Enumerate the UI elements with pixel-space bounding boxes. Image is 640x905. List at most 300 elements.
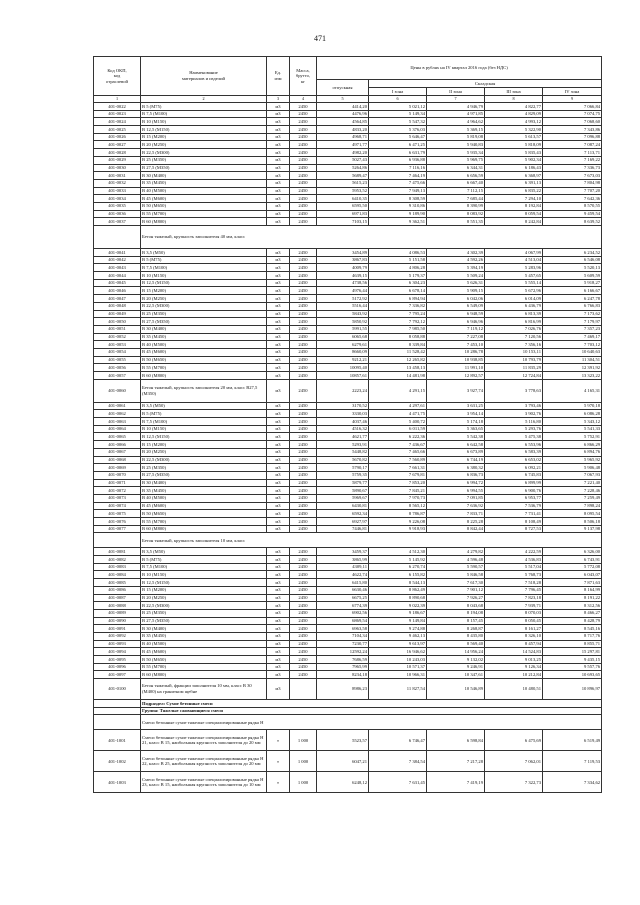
cell-z1: 8 339,84 xyxy=(369,341,427,349)
cell-name: В 40 (М500) xyxy=(141,494,267,502)
cell-mass: 2450 xyxy=(290,456,317,464)
cell-z2: 5 940,83 xyxy=(427,141,485,149)
table-row xyxy=(94,325,602,333)
cell-z1: 7 949,13 xyxy=(369,187,427,195)
cell-unit: м3 xyxy=(267,448,290,456)
cell-mass: 2450 xyxy=(290,356,317,364)
cell-name: В 7,5 (М100) xyxy=(141,418,267,426)
cell-z2: 5 542,38 xyxy=(427,433,485,441)
cell-z4: 10 896,97 xyxy=(543,679,602,700)
cell-z1: 16 946,62 xyxy=(369,648,427,656)
cell-code: 401-0052 xyxy=(94,333,141,341)
header-mass-line: брутто, xyxy=(295,73,311,79)
cell-p: 4622,74 xyxy=(317,571,369,579)
cell-p: 6279,61 xyxy=(317,341,369,349)
cell-name: В 35 (М450) xyxy=(141,179,267,187)
cell-code: 401-0088 xyxy=(94,602,141,610)
cell-name: В 22,5 (М300) xyxy=(141,602,267,610)
cell-z4: 12 391,92 xyxy=(543,364,602,372)
header-unit xyxy=(267,57,290,96)
cell-code: 401-0074 xyxy=(94,502,141,510)
table-row xyxy=(94,556,602,564)
cell-unit: м3 xyxy=(267,663,290,671)
cell-p: 5953,52 xyxy=(317,187,369,195)
cell-name: В 27,5 (М350) xyxy=(141,471,267,479)
cell-name: В 30 (М400) xyxy=(141,172,267,180)
cell-z3: 4 829,09 xyxy=(485,110,543,118)
cell-p: 5759,35 xyxy=(317,471,369,479)
cell-z3: 7 026,76 xyxy=(485,325,543,333)
cell-z2: 8 390,99 xyxy=(427,202,485,210)
cell-code: 401-0045 xyxy=(94,279,141,287)
cell-z1: 6 011,59 xyxy=(369,425,427,433)
cell-unit: м3 xyxy=(267,202,290,210)
cell-z2: 9 246,91 xyxy=(427,663,485,671)
cell-z4: 7 221,40 xyxy=(543,479,602,487)
cell-z4: 6 326,00 xyxy=(543,548,602,556)
cell-code: 401-0030 xyxy=(94,164,141,172)
cell-name: В 40 (М500) xyxy=(141,341,267,349)
cell-code: 401-0082 xyxy=(94,556,141,564)
cell-mass: 2450 xyxy=(290,302,317,310)
cell-z3: 3 778,63 xyxy=(485,379,543,402)
cell-code: 401-0062 xyxy=(94,410,141,418)
cell-code: 401-0036 xyxy=(94,210,141,218)
column-number: 9 xyxy=(543,96,602,103)
cell-p: 5969,67 xyxy=(317,494,369,502)
cell-code: 401-0093 xyxy=(94,640,141,648)
cell-name: В 35 (М450) xyxy=(141,632,267,640)
cell-z1: 7 116,16 xyxy=(369,164,427,172)
cell-z3: 4 222,59 xyxy=(485,548,543,556)
cell-code: 401-0031 xyxy=(94,172,141,180)
cell-p: 6415,80 xyxy=(317,579,369,587)
cell-unit: м3 xyxy=(267,156,290,164)
cell-p: 6971,83 xyxy=(317,210,369,218)
cell-unit: м3 xyxy=(267,279,290,287)
cell-z1: 8 308,59 xyxy=(369,195,427,203)
cell-mass: 2450 xyxy=(290,518,317,526)
cell-code: 401-0063 xyxy=(94,418,141,426)
table-row xyxy=(94,648,602,656)
cell-z2: 6 549,09 xyxy=(427,302,485,310)
header-zone: IV зона xyxy=(543,88,602,96)
table-row xyxy=(94,609,602,617)
table-body xyxy=(94,57,602,793)
cell-z1: 4 291,15 xyxy=(369,379,427,402)
cell-z3: 5 283,96 xyxy=(485,264,543,272)
cell-code: 401-0100 xyxy=(94,679,141,700)
cell-p: 4516,32 xyxy=(317,425,369,433)
cell-name: В 10 (М150) xyxy=(141,425,267,433)
cell-z3: 8 242,84 xyxy=(485,218,543,226)
cell-unit: м3 xyxy=(267,264,290,272)
section-title: Подраздел: Сухие бетонные смеси xyxy=(141,700,602,708)
cell-p: 7230,77 xyxy=(317,640,369,648)
cell-code: 401-0095 xyxy=(94,656,141,664)
cell-unit: м3 xyxy=(267,418,290,426)
cell-z1: 5 179,37 xyxy=(369,272,427,280)
cell-p: 12592,24 xyxy=(317,648,369,656)
cell-z2: 8 043,68 xyxy=(427,602,485,610)
cell-mass: 2450 xyxy=(290,195,317,203)
cell-z1: 7 465,66 xyxy=(369,448,427,456)
cell-mass: 2450 xyxy=(290,295,317,303)
cell-p: 8986,23 xyxy=(317,679,369,700)
cell-name: Смеси бетонные сухие тяжелые специализированные рядка Н 21, класс В 15, наибольшая крупность заполнителя до 20 мм xyxy=(141,730,267,751)
cell-unit: м3 xyxy=(267,625,290,633)
cell-z3: 7 062,01 xyxy=(485,751,543,772)
cell-unit: м3 xyxy=(267,609,290,617)
cell-z4: 7 074,75 xyxy=(543,110,602,118)
cell-p: 4833,20 xyxy=(317,126,369,134)
cell-p: 5890,67 xyxy=(317,487,369,495)
cell-code: 401-0041 xyxy=(94,249,141,257)
cell-code: 401-0067 xyxy=(94,448,141,456)
header-zone: II зона xyxy=(427,88,485,96)
cell-z1: 7 970,73 xyxy=(369,494,427,502)
cell-name: В 22,5 (М300) xyxy=(141,302,267,310)
cell-z2: 8 268,87 xyxy=(427,625,485,633)
cell-z3: 8 059,54 xyxy=(485,210,543,218)
cell-name: В 3,5 (М50) xyxy=(141,249,267,257)
cell-unit: т xyxy=(267,730,290,751)
cell-unit: м3 xyxy=(267,103,290,111)
cell-z1: 6 678,14 xyxy=(369,287,427,295)
cell-unit: м3 xyxy=(267,456,290,464)
cell-z2: 3 927,74 xyxy=(427,379,485,402)
cell-name: В 55 (М700) xyxy=(141,364,267,372)
cell-mass: 2450 xyxy=(290,133,317,141)
cell-z4: 5 541,33 xyxy=(543,425,602,433)
cell-unit: м3 xyxy=(267,602,290,610)
cell-z3: 6 953,77 xyxy=(485,494,543,502)
cell-unit: м3 xyxy=(267,433,290,441)
cell-unit: м3 xyxy=(267,341,290,349)
cell-name: В 45 (М600) xyxy=(141,195,267,203)
cell-code: 401-0076 xyxy=(94,518,141,526)
cell-code: 401-0085 xyxy=(94,579,141,587)
cell-code: 401-0077 xyxy=(94,525,141,533)
table-row xyxy=(94,441,602,449)
cell-z1: 6 304,23 xyxy=(369,279,427,287)
cell-z3: 9 126,34 xyxy=(485,663,543,671)
cell-z4: 7 357,23 xyxy=(543,325,602,333)
cell-z3: 6 186,43 xyxy=(485,164,543,172)
cell-z3: 6 368,97 xyxy=(485,172,543,180)
cell-mass: 2450 xyxy=(290,364,317,372)
cell-name: В 27,5 (М350) xyxy=(141,164,267,172)
cell-p: 10857,61 xyxy=(317,372,369,380)
header-unit-line: изм xyxy=(274,76,282,81)
cell-name: В 25 (М350) xyxy=(141,609,267,617)
cell-mass: 2450 xyxy=(290,625,317,633)
cell-p: 6675,25 xyxy=(317,594,369,602)
cell-mass: 2450 xyxy=(290,609,317,617)
cell-z3: 10 153,11 xyxy=(485,348,543,356)
table-row xyxy=(94,310,602,318)
cell-p: 9212,21 xyxy=(317,356,369,364)
table-row xyxy=(94,518,602,526)
cell-code: 401-0053 xyxy=(94,341,141,349)
cell-code: 401-0046 xyxy=(94,287,141,295)
cell-mass: 2450 xyxy=(290,448,317,456)
cell-code: 401-0037 xyxy=(94,218,141,226)
cell-unit: м3 xyxy=(267,594,290,602)
cell-z1: 5 376,03 xyxy=(369,126,427,134)
cell-z2: 7 617,30 xyxy=(427,579,485,587)
cell-code: 401-0060 xyxy=(94,379,141,402)
table-row xyxy=(94,425,602,433)
cell-name: В 7,5 (М100) xyxy=(141,264,267,272)
cell-p: 4009,79 xyxy=(317,264,369,272)
cell-mass: 2450 xyxy=(290,617,317,625)
cell-z2: 5 590,57 xyxy=(427,563,485,571)
cell-p: 6902,56 xyxy=(317,609,369,617)
cell-z2: 5 394,19 xyxy=(427,264,485,272)
cell-z2: 6 994,72 xyxy=(427,479,485,487)
cell-code: 401-0084 xyxy=(94,571,141,579)
cell-name: В 5 (М75) xyxy=(141,556,267,564)
cell-z1: 4 471,75 xyxy=(369,410,427,418)
cell-name: В 30 (М400) xyxy=(141,325,267,333)
cell-mass: 1 000 xyxy=(290,772,317,793)
cell-z4: 7 173,62 xyxy=(543,310,602,318)
cell-name: В 5 (М75) xyxy=(141,410,267,418)
cell-mass: 1 000 xyxy=(290,751,317,772)
cell-z1: 8 544,13 xyxy=(369,579,427,587)
cell-name: В 55 (М700) xyxy=(141,518,267,526)
cell-z3: 6 816,99 xyxy=(485,318,543,326)
cell-z2: 12 892,57 xyxy=(427,372,485,380)
table-row xyxy=(94,195,602,203)
cell-mass: 2450 xyxy=(290,487,317,495)
cell-z2: 5 626,31 xyxy=(427,279,485,287)
cell-z1: 6 631,79 xyxy=(369,149,427,157)
table-row xyxy=(94,751,602,772)
cell-z2: 6 667,40 xyxy=(427,179,485,187)
cell-code: 401-0072 xyxy=(94,487,141,495)
cell-mass: 2450 xyxy=(290,310,317,318)
table-row xyxy=(94,341,602,349)
empty-cell xyxy=(94,715,141,730)
cell-p: 4309,11 xyxy=(317,563,369,571)
cell-z2: 6 344,31 xyxy=(427,164,485,172)
cell-z1: 7 792,12 xyxy=(369,318,427,326)
cell-unit: м3 xyxy=(267,133,290,141)
cell-z2: 4 592,26 xyxy=(427,256,485,264)
cell-code: 401-0029 xyxy=(94,156,141,164)
cell-unit: м3 xyxy=(267,525,290,533)
table-row xyxy=(94,218,602,226)
table-row xyxy=(94,295,602,303)
cell-z4: 6 247,78 xyxy=(543,295,602,303)
cell-p: 5172,92 xyxy=(317,295,369,303)
cell-z4: 7 703,12 xyxy=(543,341,602,349)
cell-z1: 6 222,36 xyxy=(369,433,427,441)
cell-z4: 7 066,84 xyxy=(543,103,602,111)
cell-z2: 3 631,25 xyxy=(427,402,485,410)
cell-z3: 5 293,76 xyxy=(485,425,543,433)
table-row xyxy=(94,172,602,180)
cell-z4: 6 743,91 xyxy=(543,556,602,564)
table-row xyxy=(94,202,602,210)
cell-z1: 10 966,31 xyxy=(369,671,427,679)
cell-z3: 4 513,04 xyxy=(485,256,543,264)
cell-name: Бетон тяжелый, фракции заполнителя 10 мм, класс В 30 (М400) на гранитном щебне xyxy=(141,679,267,700)
cell-mass: 2450 xyxy=(290,149,317,157)
cell-p: 5790,17 xyxy=(317,464,369,472)
cell-unit: м3 xyxy=(267,586,290,594)
cell-name: В 7,5 (М100) xyxy=(141,110,267,118)
cell-code: 401-1002 xyxy=(94,751,141,772)
cell-z3: 7 322,73 xyxy=(485,772,543,793)
cell-unit: м3 xyxy=(267,487,290,495)
cell-z2: 5 846,58 xyxy=(427,571,485,579)
cell-z3: 6 900,76 xyxy=(485,487,543,495)
cell-z4: 8 164,99 xyxy=(543,586,602,594)
cell-z4: 7 096,88 xyxy=(543,133,602,141)
cell-z4: 7 169,22 xyxy=(543,156,602,164)
cell-z1: 8 565,12 xyxy=(369,502,427,510)
cell-p: 6410,35 xyxy=(317,195,369,203)
cell-code: 401-1003 xyxy=(94,772,141,793)
cell-z1: 7 853,20 xyxy=(369,479,427,487)
cell-z3: 6 092,21 xyxy=(485,464,543,472)
cell-z1: 9 226,08 xyxy=(369,518,427,526)
table-row xyxy=(94,663,602,671)
cell-z2: 5 935,34 xyxy=(427,149,485,157)
cell-p: 7965,99 xyxy=(317,663,369,671)
cell-code: 401-0083 xyxy=(94,563,141,571)
cell-name: В 50 (М650) xyxy=(141,510,267,518)
cell-unit: м3 xyxy=(267,295,290,303)
cell-z3: 5 322,90 xyxy=(485,126,543,134)
cell-mass: 1 000 xyxy=(290,730,317,751)
cell-unit: м3 xyxy=(267,617,290,625)
cell-z2: 7 227,08 xyxy=(427,333,485,341)
cell-unit: т xyxy=(267,751,290,772)
cell-name: В 30 (М400) xyxy=(141,625,267,633)
cell-p: 4621,77 xyxy=(317,433,369,441)
table-row xyxy=(94,548,602,556)
table-row xyxy=(94,671,602,679)
cell-z3: 7 939,71 xyxy=(485,602,543,610)
cell-z4: 8 855,71 xyxy=(543,640,602,648)
cell-z4: 13 323,22 xyxy=(543,372,602,380)
cell-code: 401-0050 xyxy=(94,318,141,326)
cell-mass: 2450 xyxy=(290,525,317,533)
cell-p: 6774,39 xyxy=(317,602,369,610)
cell-z4: 7 871,63 xyxy=(543,579,602,587)
header-code-line: Код ОКП, xyxy=(107,67,127,73)
empty-cell xyxy=(94,707,141,715)
cell-z2: 6 642,58 xyxy=(427,441,485,449)
cell-z1: 7 560,89 xyxy=(369,456,427,464)
cell-z3: 14 524,83 xyxy=(485,648,543,656)
cell-z1: 6 471,25 xyxy=(369,141,427,149)
cell-z2: 8 083,92 xyxy=(427,210,485,218)
cell-name: В 7,5 (М100) xyxy=(141,563,267,571)
cell-z1: 9 462,13 xyxy=(369,632,427,640)
cell-p: 5843,92 xyxy=(317,310,369,318)
cell-z1: 11 528,42 xyxy=(369,348,427,356)
table-row xyxy=(94,640,602,648)
cell-z4: 7 334,62 xyxy=(543,772,602,793)
cell-z2: 11 991,10 xyxy=(427,364,485,372)
cell-z4: 5 918,27 xyxy=(543,279,602,287)
cell-z2: 6 744,19 xyxy=(427,456,485,464)
cell-z3: 8 070,03 xyxy=(485,609,543,617)
cell-p: 7103,15 xyxy=(317,218,369,226)
cell-unit: м3 xyxy=(267,218,290,226)
cell-z4: 8 191,22 xyxy=(543,594,602,602)
cell-z1: 7 661,31 xyxy=(369,464,427,472)
cell-z3: 4 536,83 xyxy=(485,556,543,564)
cell-mass: 2450 xyxy=(290,602,317,610)
table-row xyxy=(94,249,602,257)
cell-name: В 10 (М150) xyxy=(141,571,267,579)
cell-z3: 5 475,38 xyxy=(485,433,543,441)
table-row xyxy=(94,110,602,118)
cell-name: В 3,5 (М50) xyxy=(141,402,267,410)
cell-z3: 4 993,12 xyxy=(485,118,543,126)
cell-name: В 10 (М150) xyxy=(141,118,267,126)
cell-p: 6927,97 xyxy=(317,518,369,526)
cell-unit: м3 xyxy=(267,325,290,333)
table-row xyxy=(94,456,602,464)
cell-mass: 2450 xyxy=(290,563,317,571)
table-row xyxy=(94,272,602,280)
cell-p: 2223,24 xyxy=(317,379,369,402)
cell-z3: 6 745,83 xyxy=(485,471,543,479)
cell-mass: 2450 xyxy=(290,179,317,187)
cell-code: 401-0054 xyxy=(94,348,141,356)
cell-z2: 4 971,85 xyxy=(427,110,485,118)
cell-name: В 12,5 (М150) xyxy=(141,279,267,287)
cell-p: 3330,03 xyxy=(317,410,369,418)
cell-mass: 2450 xyxy=(290,632,317,640)
cell-p: 5523,57 xyxy=(317,730,369,751)
cell-unit: м3 xyxy=(267,425,290,433)
cell-code: 401-0090 xyxy=(94,617,141,625)
cell-z3: 6 436,79 xyxy=(485,302,543,310)
cell-mass: 2450 xyxy=(290,318,317,326)
cell-name: В 50 (М650) xyxy=(141,202,267,210)
cell-z4: 6 766,83 xyxy=(543,302,602,310)
cell-name: В 15 (М200) xyxy=(141,586,267,594)
cell-z1: 13 458,13 xyxy=(369,364,427,372)
cell-mass: 2450 xyxy=(290,479,317,487)
table-row xyxy=(94,187,602,195)
cell-unit: м3 xyxy=(267,494,290,502)
cell-z3: 5 768,73 xyxy=(485,571,543,579)
cell-z3: 5 835,43 xyxy=(485,149,543,157)
cell-z1: 10 571,37 xyxy=(369,663,427,671)
cell-code: 401-0075 xyxy=(94,510,141,518)
cell-z4: 7 707,20 xyxy=(543,187,602,195)
cell-z2: 5 363,65 xyxy=(427,425,485,433)
cell-z4: 8 717,76 xyxy=(543,632,602,640)
cell-z4: 10 640,63 xyxy=(543,348,602,356)
cell-z1: 8 862,49 xyxy=(369,586,427,594)
cell-unit: м3 xyxy=(267,364,290,372)
cell-unit: т xyxy=(267,772,290,793)
cell-z2: 7 419,19 xyxy=(427,772,485,793)
cell-z4: 4 165,31 xyxy=(543,379,602,402)
cell-code: 401-0027 xyxy=(94,141,141,149)
table-row xyxy=(94,571,602,579)
